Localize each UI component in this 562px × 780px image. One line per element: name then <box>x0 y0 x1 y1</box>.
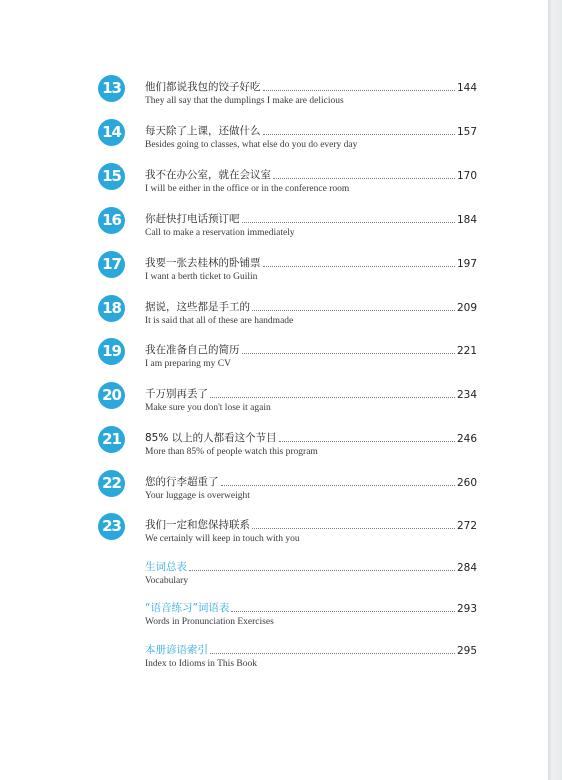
toc-line <box>145 473 477 489</box>
lesson-subtitle: It is said that all of these are handmade <box>145 316 294 326</box>
toc-line <box>145 516 477 532</box>
page-number: 144 <box>456 82 477 94</box>
lesson-number: 22 <box>102 474 121 492</box>
lesson-number: 13 <box>102 79 121 97</box>
lesson-number-badge <box>97 74 126 103</box>
toc-line <box>145 78 477 94</box>
toc-line <box>145 558 477 574</box>
appendix-subtitle: Vocabulary <box>145 576 189 586</box>
dot-leader <box>189 570 455 571</box>
lesson-subtitle: Call to make a reservation immediately <box>145 228 295 238</box>
lesson-number-badge <box>97 206 126 235</box>
dot-leader <box>210 653 455 654</box>
page-number: 209 <box>456 302 477 314</box>
appendix-title: 本册谚语索引 <box>145 644 208 656</box>
toc-line <box>145 599 477 615</box>
toc-entry-idioms-index[interactable] <box>0 641 548 681</box>
lesson-subtitle: I want a berth ticket to Guilin <box>145 272 258 282</box>
page-number: 197 <box>456 258 477 270</box>
lesson-number: 17 <box>102 255 121 273</box>
lesson-title: 我不在办公室，就在会议室 <box>145 169 271 181</box>
toc-line <box>145 254 477 270</box>
appendix-subtitle: Words in Pronunciation Exercises <box>145 617 274 627</box>
dot-leader <box>252 528 455 529</box>
lesson-title: 您的行李超重了 <box>145 476 219 488</box>
lesson-number: 14 <box>102 123 121 141</box>
dot-leader <box>273 178 455 179</box>
toc-entry-pronunciation-words[interactable] <box>0 599 548 639</box>
lesson-number-badge <box>97 294 126 323</box>
page-number: 295 <box>456 645 477 657</box>
page-number: 284 <box>456 562 477 574</box>
lesson-number-badge <box>97 162 126 191</box>
toc-entry-lesson-18[interactable] <box>0 298 548 338</box>
page-number: 272 <box>456 520 477 532</box>
lesson-title: 每天除了上课，还做什么 <box>145 125 261 137</box>
lesson-number: 19 <box>102 342 121 360</box>
dot-leader <box>279 441 455 442</box>
lesson-subtitle: I am preparing my CV <box>145 359 232 369</box>
dot-leader <box>242 222 455 223</box>
lesson-number-badge <box>97 250 126 279</box>
page-number: 260 <box>456 477 477 489</box>
dot-leader <box>263 266 455 267</box>
toc-entry-vocabulary[interactable] <box>0 558 548 598</box>
page-number: 246 <box>456 433 477 445</box>
toc-entry-lesson-17[interactable] <box>0 254 548 294</box>
lesson-number-badge <box>97 381 126 410</box>
toc-entry-lesson-21[interactable] <box>0 429 548 469</box>
lesson-number: 21 <box>102 430 121 448</box>
lesson-number-badge <box>97 118 126 147</box>
lesson-title: 你赶快打电话预订吧 <box>145 213 240 225</box>
lesson-title: 据说，这些都是手工的 <box>145 301 250 313</box>
lesson-subtitle: I will be either in the office or in the conference room <box>145 184 350 194</box>
page-number: 234 <box>456 389 477 401</box>
lesson-title: 他们都说我包的饺子好吃 <box>145 81 261 93</box>
page-edge-shadow <box>548 0 562 780</box>
lesson-subtitle: Your luggage is overweight <box>145 491 250 501</box>
lesson-number: 16 <box>102 211 121 229</box>
lesson-number: 15 <box>102 167 121 185</box>
dot-leader <box>210 397 455 398</box>
page-number: 293 <box>456 603 477 615</box>
dot-leader <box>221 485 455 486</box>
toc-line <box>145 298 477 314</box>
page-number: 221 <box>456 345 477 357</box>
toc-entry-lesson-20[interactable] <box>0 385 548 425</box>
toc-entry-lesson-15[interactable] <box>0 166 548 206</box>
page-number: 184 <box>456 214 477 226</box>
lesson-subtitle: Besides going to classes, what else do you do every day <box>145 140 358 150</box>
lesson-subtitle: More than 85% of people watch this program <box>145 447 318 457</box>
lesson-title: 85% 以上的人都看这个节目 <box>145 432 277 444</box>
toc-entry-lesson-13[interactable] <box>0 78 548 118</box>
lesson-subtitle: We certainly will keep in touch with you <box>145 534 300 544</box>
lesson-subtitle: Make sure you don't lose it again <box>145 403 271 413</box>
dot-leader <box>252 310 455 311</box>
appendix-title: “语音练习”词语表 <box>145 602 230 614</box>
toc-entry-lesson-22[interactable] <box>0 473 548 513</box>
toc-line <box>145 122 477 138</box>
dot-leader <box>263 90 455 91</box>
toc-entry-lesson-14[interactable] <box>0 122 548 162</box>
toc-line <box>145 385 477 401</box>
lesson-number-badge <box>97 469 126 498</box>
dot-leader <box>231 611 455 612</box>
lesson-number: 23 <box>102 517 121 535</box>
lesson-subtitle: They all say that the dumplings I make are delicious <box>145 96 344 106</box>
lesson-number-badge <box>97 425 126 454</box>
lesson-title: 我们一定和您保持联系 <box>145 519 250 531</box>
toc-entry-lesson-19[interactable] <box>0 341 548 381</box>
toc-line <box>145 210 477 226</box>
lesson-number-badge <box>97 337 126 366</box>
toc-entry-lesson-16[interactable] <box>0 210 548 250</box>
dot-leader <box>242 353 455 354</box>
lesson-title: 我在准备自己的简历 <box>145 344 240 356</box>
toc-entry-lesson-23[interactable] <box>0 516 548 556</box>
toc-line <box>145 429 477 445</box>
lesson-number-badge <box>97 512 126 541</box>
toc-line <box>145 641 477 657</box>
lesson-number: 18 <box>102 299 121 317</box>
lesson-number: 20 <box>102 386 121 404</box>
dot-leader <box>263 134 455 135</box>
lesson-title: 千万别再丢了 <box>145 388 208 400</box>
appendix-subtitle: Index to Idioms in This Book <box>145 659 257 669</box>
page-number: 157 <box>456 126 477 138</box>
appendix-title: 生词总表 <box>145 561 187 573</box>
toc-line <box>145 166 477 182</box>
page-number: 170 <box>456 170 477 182</box>
lesson-title: 我要一张去桂林的卧铺票 <box>145 257 261 269</box>
toc-line <box>145 341 477 357</box>
